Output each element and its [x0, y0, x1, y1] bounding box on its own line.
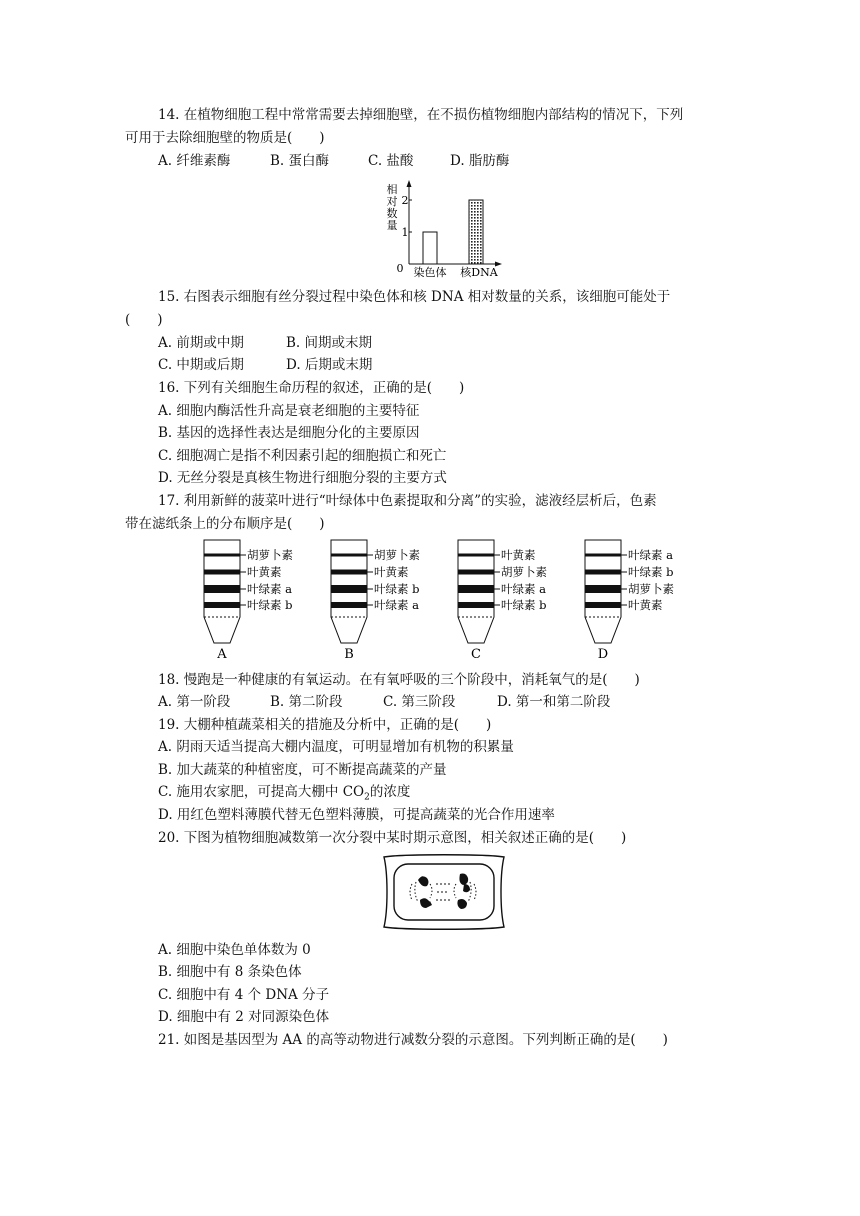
q17-stem-line2: 带在滤纸条上的分布顺序是( ) — [125, 516, 325, 532]
band-label: 叶黄素 — [247, 565, 282, 579]
cell-membrane — [394, 864, 494, 920]
q15-option-d: D. 后期或末期 — [286, 357, 373, 373]
pigment-band — [458, 585, 494, 593]
q18-option-c: C. 第三阶段 — [383, 694, 456, 710]
q14-option-a: A. 纤维素酶 — [158, 153, 231, 169]
chart-bar-1 — [423, 232, 437, 264]
strip-D — [585, 540, 674, 662]
q14-stem-line1: 14. 在植物细胞工程中常常需要去掉细胞壁，在不损伤植物细胞内部结构的情况下，下列 — [158, 107, 684, 123]
strip-letter: D — [597, 647, 609, 662]
q14-option-d: D. 脂肪酶 — [450, 153, 510, 169]
q16-option-b: B. 基因的选择性表达是细胞分化的主要原因 — [158, 425, 420, 441]
band-label: 叶绿素 b — [247, 598, 293, 612]
left-chromosomes — [410, 876, 432, 908]
q14-option-b: B. 蛋白酶 — [270, 153, 330, 169]
strip-B — [331, 540, 420, 662]
strip-letter: C — [471, 647, 481, 662]
q20-plant-cell-diagram — [382, 854, 506, 930]
chart-category-label: 染色体 — [413, 266, 447, 278]
pigment-band — [204, 585, 240, 593]
strip-letter: A — [217, 647, 227, 662]
band-label: 胡萝卜素 — [374, 548, 420, 562]
q19-option-a: A. 阴雨天适当提高大棚内温度，可明显增加有机物的积累量 — [158, 739, 514, 755]
pigment-band — [585, 602, 621, 608]
q18-option-b: B. 第二阶段 — [270, 694, 343, 710]
pigment-band — [458, 570, 494, 575]
chart-y-tick-label: 2 — [401, 194, 409, 207]
band-label: 叶绿素 b — [501, 598, 547, 612]
band-label: 叶黄素 — [628, 598, 663, 612]
pigment-band — [585, 585, 621, 593]
chart-ylabel-char: 对 — [386, 195, 398, 208]
band-label: 叶绿素 a — [374, 598, 420, 612]
q15-option-c: C. 中期或后期 — [158, 357, 244, 373]
q14-option-c: C. 盐酸 — [368, 153, 414, 169]
q19-stem: 19. 大棚种植蔬菜相关的措施及分析中，正确的是( ) — [158, 717, 492, 733]
q15-stem-line2: ( ) — [125, 312, 163, 328]
q18-option-d: D. 第一和第二阶段 — [497, 694, 611, 710]
q20-option-c: C. 细胞中有 4 个 DNA 分子 — [158, 987, 330, 1003]
band-label: 叶绿素 a — [247, 582, 293, 596]
q19-option-c-post: 的浓度 — [369, 784, 411, 800]
q19-option-c — [158, 783, 410, 807]
band-label: 叶绿素 a — [628, 548, 674, 562]
q20-stem: 20. 下图为植物细胞减数第一次分裂中某时期示意图，相关叙述正确的是( ) — [158, 830, 627, 846]
q21-stem: 21. 如图是基因型为 AA 的高等动物进行减数分裂的示意图。下列判断正确的是( ) — [158, 1032, 668, 1048]
q15-bar-chart — [378, 178, 508, 278]
chart-y-arrow — [407, 180, 412, 187]
q19-option-c-sub: 2 — [364, 792, 370, 803]
band-label: 叶绿素 b — [628, 565, 674, 579]
strip-C — [458, 540, 547, 662]
q15-option-a: A. 前期或中期 — [158, 335, 244, 351]
q16-stem: 16. 下列有关细胞生命历程的叙述，正确的是( ) — [158, 380, 465, 396]
band-label: 叶绿素 b — [374, 582, 420, 596]
q20-option-b: B. 细胞中有 8 条染色体 — [158, 964, 302, 980]
q15-stem-line1: 15. 右图表示细胞有丝分裂过程中染色体和核 DNA 相对数量的关系，该细胞可能处于 — [158, 289, 671, 305]
pigment-band — [331, 570, 367, 575]
pigment-band — [204, 570, 240, 575]
pigment-band — [204, 554, 240, 557]
pigment-band — [331, 602, 367, 608]
q15-option-b: B. 间期或末期 — [286, 335, 373, 351]
band-label: 叶黄素 — [501, 548, 536, 562]
band-label: 叶黄素 — [374, 565, 409, 579]
chart-ylabel-char: 数 — [386, 207, 398, 220]
q16-option-a: A. 细胞内酶活性升高是衰老细胞的主要特征 — [158, 403, 420, 419]
q20-option-d: D. 细胞中有 2 对同源染色体 — [158, 1009, 330, 1025]
chart-y-tick-label: 0 — [396, 262, 404, 275]
q18-option-a: A. 第一阶段 — [158, 694, 231, 710]
q18-stem: 18. 慢跑是一种健康的有氧运动。在有氧呼吸的三个阶段中，消耗氧气的是( ) — [158, 672, 640, 688]
band-label: 胡萝卜素 — [501, 565, 547, 579]
chart-y-tick-label: 1 — [401, 226, 409, 239]
pigment-band — [585, 570, 621, 575]
band-label: 胡萝卜素 — [628, 582, 674, 596]
q19-option-b: B. 加大蔬菜的种植密度，可不断提高蔬菜的产量 — [158, 762, 447, 778]
pigment-band — [204, 602, 240, 608]
q20-option-a: A. 细胞中染色单体数为 0 — [158, 942, 311, 958]
strip-letter: B — [344, 647, 354, 662]
q19-option-d: D. 用红色塑料薄膜代替无色塑料薄膜，可提高蔬菜的光合作用速率 — [158, 807, 555, 823]
q16-option-d: D. 无丝分裂是真核生物进行细胞分裂的主要方式 — [158, 470, 447, 486]
chart-category-label: 核DNA — [460, 266, 498, 278]
band-label: 叶绿素 a — [501, 582, 547, 596]
pigment-band — [458, 554, 494, 557]
strip-A — [204, 540, 293, 662]
pigment-band — [331, 585, 367, 593]
pigment-band — [585, 554, 621, 557]
chart-ylabel-char: 相 — [386, 183, 398, 196]
spindle-fibers — [436, 884, 450, 900]
q16-option-c: C. 细胞凋亡是指不利因素引起的细胞损亡和死亡 — [158, 448, 447, 464]
pigment-band — [331, 554, 367, 557]
q19-option-c-pre: C. 施用农家肥，可提高大棚中 CO — [158, 784, 365, 800]
q17-stem-line1: 17. 利用新鲜的菠菜叶进行“叶绿体中色素提取和分离”的实验，滤液经层析后，色素 — [158, 493, 657, 509]
chart-ylabel — [387, 182, 398, 232]
right-chromosomes — [454, 874, 476, 910]
pigment-band — [458, 602, 494, 608]
band-label: 胡萝卜素 — [247, 548, 293, 562]
chart-ylabel-char: 量 — [386, 219, 398, 232]
chart-bar-2 — [469, 200, 483, 264]
q17-chromatography-strips — [196, 537, 716, 665]
q14-stem-line2: 可用于去除细胞壁的物质是( ) — [125, 130, 325, 146]
